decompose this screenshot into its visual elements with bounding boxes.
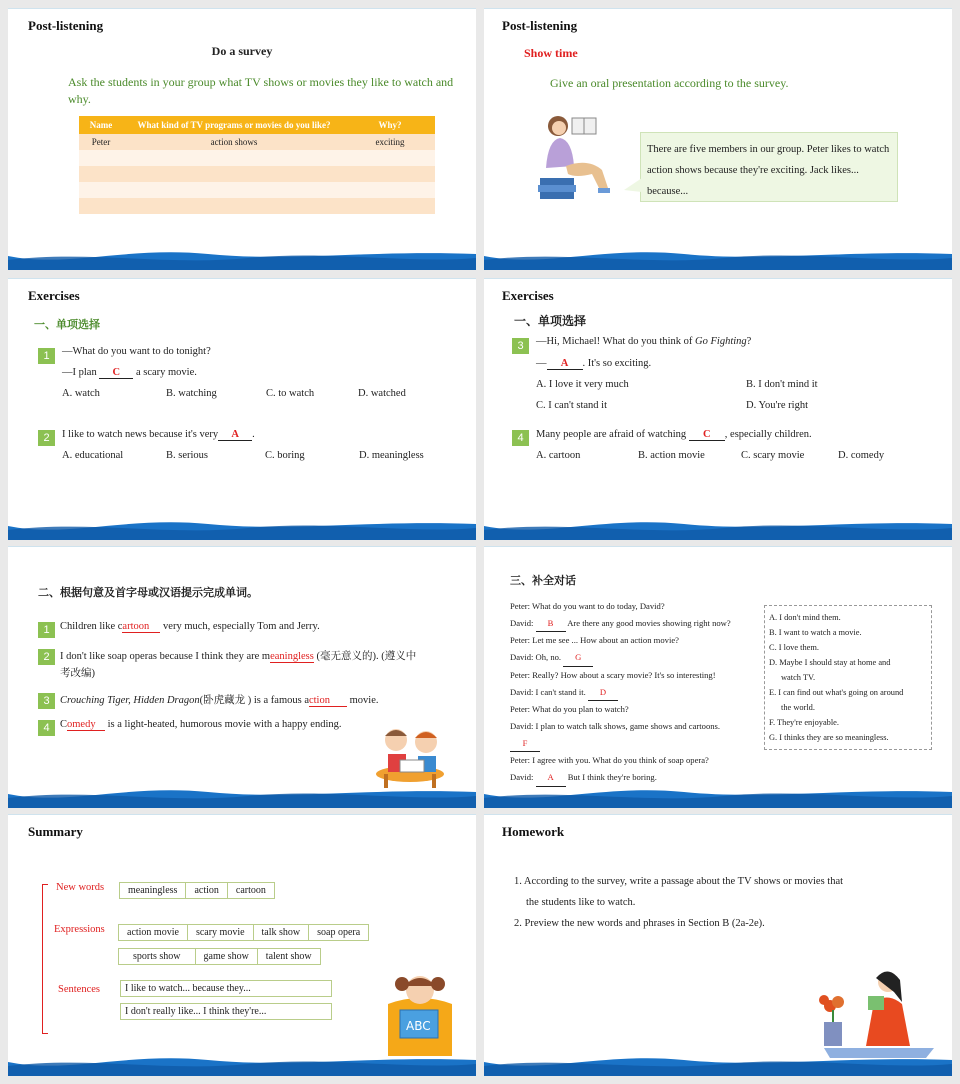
question-line: Many people are afraid of watching C , especially children. bbox=[536, 429, 812, 440]
sentence-box: I don't really like... I think they're... bbox=[120, 1003, 332, 1020]
table-row bbox=[79, 166, 435, 182]
dialogue-option: E. I can find out what's going on around bbox=[769, 688, 904, 697]
option: C. scary movie bbox=[741, 450, 805, 461]
top-line bbox=[8, 546, 476, 547]
slide-survey[interactable] bbox=[8, 8, 476, 270]
slide-homework[interactable] bbox=[484, 814, 952, 1076]
slide-subtitle: Show time bbox=[524, 46, 578, 60]
dialogue-option: B. I want to watch a movie. bbox=[769, 628, 862, 637]
slide-subtitle: Do a survey bbox=[211, 44, 273, 58]
option: D. meaningless bbox=[359, 450, 424, 461]
wave-decoration bbox=[8, 1052, 476, 1076]
answer-blank: eaningless bbox=[270, 651, 314, 662]
slide-title: Exercises bbox=[28, 288, 80, 303]
slide-summary[interactable] bbox=[8, 814, 476, 1076]
table-cell: exciting bbox=[375, 137, 405, 147]
slide-exercises-1[interactable] bbox=[8, 278, 476, 540]
homework-item: 1. According to the survey, write a passage about the TV shows or movies that bbox=[514, 876, 844, 887]
expression-tag: talk show bbox=[253, 924, 310, 941]
option: A. watch bbox=[62, 388, 100, 399]
top-line bbox=[8, 814, 476, 815]
instruction: Give an oral presentation according to the survey. bbox=[550, 76, 789, 90]
expression-tag: sports show bbox=[118, 948, 196, 965]
table-cell: Peter bbox=[91, 137, 111, 147]
option: C. I can't stand it bbox=[536, 400, 608, 411]
answer-blank: C bbox=[99, 367, 133, 379]
option: A. I love it very much bbox=[536, 379, 629, 390]
expressions-row bbox=[118, 922, 368, 941]
expressions-label: Expressions bbox=[54, 924, 105, 935]
dialogue-line: David: I plan to watch talk shows, game shows and cartoons. bbox=[510, 720, 721, 731]
option: A. cartoon bbox=[536, 450, 581, 461]
table-header: Name bbox=[79, 116, 123, 134]
question-line: Comedy is a light-heated, humorous movie with a happy ending. bbox=[60, 719, 342, 730]
slide-title: Post-listening bbox=[28, 18, 104, 33]
slide-title: Summary bbox=[28, 824, 83, 839]
dialogue-line: Peter: Really? How about a scary movie? It's so interesting! bbox=[510, 669, 716, 680]
option: D. You're right bbox=[746, 400, 808, 411]
dialogue-line: Peter: Let me see ... How about an action movie? bbox=[510, 635, 679, 646]
table-cell: action shows bbox=[210, 137, 258, 147]
question-line: —What do you want to do tonight? bbox=[62, 346, 211, 357]
option: A. educational bbox=[62, 450, 124, 461]
dialogue-option: G. I thinks they are so meaningless. bbox=[769, 733, 889, 742]
top-line bbox=[484, 8, 952, 9]
dialogue-option: F. They're enjoyable. bbox=[769, 718, 839, 727]
top-line bbox=[8, 8, 476, 9]
question-number: 2 bbox=[38, 428, 55, 446]
dialogue-line: Peter: I agree with you. What do you think of soap opera? bbox=[510, 755, 709, 766]
new-words-row bbox=[119, 880, 274, 899]
question-number: 1 bbox=[38, 346, 55, 364]
dialogue-option: the world. bbox=[781, 703, 815, 712]
slide-show-time[interactable] bbox=[484, 8, 952, 270]
slide-title: Post-listening bbox=[502, 18, 578, 33]
dialogue-line: David: A But I think they're boring. bbox=[510, 769, 760, 787]
question-line: Crouching Tiger, Hidden Dragon(卧虎藏龙 ) is a famous action movie. bbox=[60, 695, 379, 706]
bubble-tail bbox=[624, 178, 642, 194]
dialogue-line: David: B Are there any good movies showing right now? bbox=[510, 615, 760, 633]
dialogue-option: watch TV. bbox=[781, 673, 816, 682]
question-number: 4 bbox=[38, 718, 55, 736]
answer-blank: A bbox=[536, 769, 566, 787]
question-line: Children like cartoon very much, especially Tom and Jerry. bbox=[60, 621, 320, 632]
option: B. I don't mind it bbox=[746, 379, 818, 390]
question-number: 4 bbox=[512, 428, 529, 446]
expression-tag: action movie bbox=[118, 924, 188, 941]
table-header: Why? bbox=[345, 116, 435, 134]
answer-blank: C bbox=[689, 429, 725, 441]
question-line: — A . It's so exciting. bbox=[536, 358, 652, 369]
summary-bracket bbox=[42, 884, 48, 1034]
slide-title: Homework bbox=[502, 824, 565, 839]
dialogue-line: David: Oh, no. G bbox=[510, 649, 760, 667]
kids-reading-illustration bbox=[370, 722, 450, 792]
dialogue-line: Peter: What do you want to do today, David? bbox=[510, 601, 665, 611]
table-row bbox=[79, 150, 435, 166]
answer-blank: G bbox=[563, 649, 593, 667]
option: C. boring bbox=[265, 450, 305, 461]
sentences-label: Sentences bbox=[58, 984, 100, 995]
girl-with-book-illustration bbox=[380, 964, 460, 1064]
question-number: 3 bbox=[512, 336, 529, 354]
option: B. action movie bbox=[638, 450, 705, 461]
reading-woman-illustration bbox=[810, 962, 940, 1062]
question-line: —I plan C a scary movie. bbox=[62, 367, 197, 378]
answer-blank: B bbox=[536, 615, 566, 633]
answer-blank: artoon bbox=[122, 621, 160, 633]
options-box bbox=[764, 605, 932, 750]
wave-decoration bbox=[8, 246, 476, 270]
dialogue-option: A. I don't mind them. bbox=[769, 613, 841, 622]
answer-blank: D bbox=[588, 684, 618, 702]
book-letters: ABC bbox=[406, 1019, 431, 1033]
question-line: I like to watch news because it's very A . bbox=[62, 429, 255, 440]
dialogue-block bbox=[510, 598, 760, 787]
section-heading: 一、单项选择 bbox=[514, 314, 587, 328]
section-heading: 三、补全对话 bbox=[510, 574, 576, 587]
word-tag: action bbox=[185, 882, 227, 899]
dialogue-line: David: I can't stand it. D bbox=[510, 684, 760, 702]
answer-blank: A bbox=[547, 358, 583, 370]
expression-tag: game show bbox=[195, 948, 258, 965]
new-words-label: New words bbox=[56, 882, 105, 893]
wave-decoration bbox=[484, 784, 952, 808]
slide-title: Exercises bbox=[502, 288, 554, 303]
section-heading: 二、根据句意及首字母或汉语提示完成单词。 bbox=[38, 586, 258, 599]
question-number: 1 bbox=[38, 620, 55, 638]
word-tag: meaningless bbox=[119, 882, 186, 899]
survey-table bbox=[79, 116, 435, 214]
slide-exercises-2[interactable] bbox=[484, 278, 952, 540]
speech-bubble: There are five members in our group. Peter likes to watch action shows because they're exciting. Jack likes... because... bbox=[640, 132, 898, 202]
section-heading: 一、单项选择 bbox=[34, 318, 100, 331]
wave-decoration bbox=[8, 516, 476, 540]
slide-dialogue[interactable] bbox=[484, 546, 952, 808]
table-row bbox=[79, 134, 435, 150]
word-tag: cartoon bbox=[227, 882, 275, 899]
answer-blank: ction bbox=[309, 695, 347, 707]
answer-blank: F bbox=[510, 735, 540, 753]
dialogue-line: Peter: What do you plan to watch? bbox=[510, 704, 629, 715]
option: B. serious bbox=[166, 450, 208, 461]
slide-word-completion[interactable] bbox=[8, 546, 476, 808]
wave-decoration bbox=[484, 516, 952, 540]
homework-item: 2. Preview the new words and phrases in Section B (2a-2e). bbox=[514, 918, 765, 929]
top-line bbox=[484, 546, 952, 547]
answer-blank: A bbox=[218, 429, 252, 441]
expression-tag: scary movie bbox=[187, 924, 254, 941]
question-line: —Hi, Michael! What do you think of Go Fighting? bbox=[536, 336, 752, 347]
top-line bbox=[8, 278, 476, 279]
answer-blank: omedy bbox=[67, 719, 105, 731]
wave-decoration bbox=[484, 246, 952, 270]
option: D. watched bbox=[358, 388, 406, 399]
expression-tag: soap opera bbox=[308, 924, 369, 941]
dialogue-line bbox=[510, 735, 760, 753]
expression-tag: talent show bbox=[257, 948, 321, 965]
question-number: 3 bbox=[38, 691, 55, 709]
top-line bbox=[484, 278, 952, 279]
option: B. watching bbox=[166, 388, 217, 399]
table-row bbox=[79, 198, 435, 214]
dialogue-option: C. I love them. bbox=[769, 643, 820, 652]
reading-girl-illustration bbox=[532, 108, 622, 208]
expressions-row bbox=[118, 946, 320, 965]
option: D. comedy bbox=[838, 450, 885, 461]
homework-item: the students like to watch. bbox=[526, 897, 636, 908]
table-header: What kind of TV programs or movies do you like? bbox=[123, 116, 345, 134]
wave-decoration bbox=[484, 1052, 952, 1076]
top-line bbox=[484, 814, 952, 815]
table-row bbox=[79, 182, 435, 198]
wave-decoration bbox=[8, 784, 476, 808]
option: C. to watch bbox=[266, 388, 315, 399]
dialogue-option: D. Maybe I should stay at home and bbox=[769, 658, 891, 667]
sentence-box: I like to watch... because they... bbox=[120, 980, 332, 997]
instruction: Ask the students in your group what TV shows or movies they like to watch and why. bbox=[68, 75, 454, 106]
question-number: 2 bbox=[38, 647, 55, 665]
question-line: I don't like soap operas because I think they are meaningless (毫无意义的). (遵义中 考改编) bbox=[60, 651, 417, 679]
